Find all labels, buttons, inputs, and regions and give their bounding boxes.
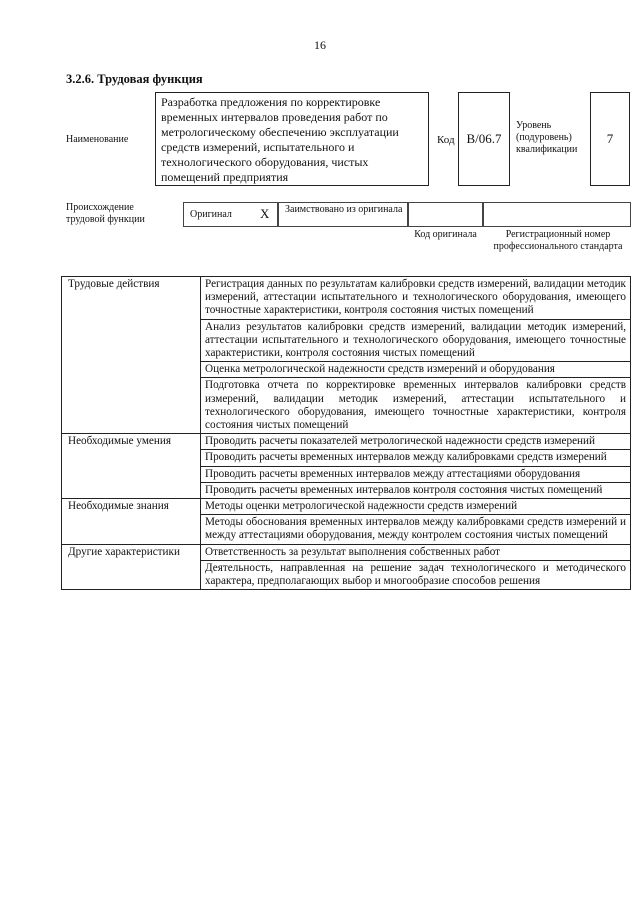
item-cell: Проводить расчеты показателей метрологической надежности средств измерений: [201, 434, 631, 450]
item-cell: Подготовка отчета по корректировке временных интервалов калибровки средств измерений, валидации методик измерений, аттестации испытательного и технологического оборудования, имеющего точностные характеристики, контроля состояния чистых помещений: [201, 378, 631, 434]
borrowed-cell: [278, 202, 408, 227]
original-cell: [183, 202, 278, 227]
item-cell: Методы оценки метрологической надежности средств измерений: [201, 499, 631, 515]
name-label: Наименование: [66, 134, 129, 145]
item-cell: Проводить расчеты временных интервалов между аттестациями оборудования: [201, 466, 631, 482]
level-value: 7: [590, 92, 630, 186]
table-row: [62, 499, 631, 515]
name-value: Разработка предложения по корректировке временных интервалов проведения работ по метрологическому обеспечению эксплуатации средств измерений, испытательного и технологического оборудования, чистых помещений предприятия: [155, 92, 429, 186]
section-title: 3.2.6. Трудовая функция: [66, 72, 203, 86]
level-label: Уровень (подуровень) квалификации: [516, 120, 578, 155]
code-original-label: Код оригинала: [414, 229, 477, 240]
item-cell: Проводить расчеты временных интервалов между калибровками средств измерений: [201, 450, 631, 466]
borrowed-label: Заимствовано из оригинала: [285, 204, 403, 215]
item-cell: Проводить расчеты временных интервалов контроля состояния чистых помещений: [201, 482, 631, 498]
code-value: В/06.7: [458, 92, 510, 186]
item-cell: Регистрация данных по результатам калибровки средств измерений, валидации методик измерений, аттестации испытательного и технологического оборудования, имеющего точностные характеристики, контроля состояния чистых помещений: [201, 277, 631, 320]
item-cell: Методы обоснования временных интервалов между калибровками средств измерений и между аттестациями оборудования, между контролем состояния чистых помещений: [201, 515, 631, 544]
table-row: [62, 434, 631, 450]
category-cell: Необходимые умения: [62, 434, 201, 499]
origin-label: Происхождение трудовой функции: [66, 202, 145, 225]
item-cell: Деятельность, направленная на решение задач технологического и методического характера, предполагающих выбор и многообразие способов решения: [201, 560, 631, 589]
reg-number-cell: [483, 202, 631, 227]
category-cell: Другие характеристики: [62, 544, 201, 590]
code-original-cell: [408, 202, 483, 227]
table-row: [62, 544, 631, 560]
page-number: 16: [314, 38, 326, 52]
table-row: [62, 277, 631, 320]
code-label: Код: [437, 134, 455, 146]
item-cell: Ответственность за результат выполнения собственных работ: [201, 544, 631, 560]
item-cell: Анализ результатов калибровки средств измерений, валидации методик измерений, аттестации испытательного и технологического оборудования, имеющего точностные характеристики, контроля состояния чистых помещений: [201, 319, 631, 362]
category-cell: Трудовые действия: [62, 277, 201, 434]
original-mark: X: [260, 206, 270, 221]
category-cell: Необходимые знания: [62, 499, 201, 545]
original-label: Оригинал: [190, 209, 232, 220]
labor-function-table: [61, 276, 631, 590]
item-cell: Оценка метрологической надежности средств измерений и оборудования: [201, 362, 631, 378]
reg-number-label: Регистрационный номер профессионального стандарта: [493, 229, 623, 252]
